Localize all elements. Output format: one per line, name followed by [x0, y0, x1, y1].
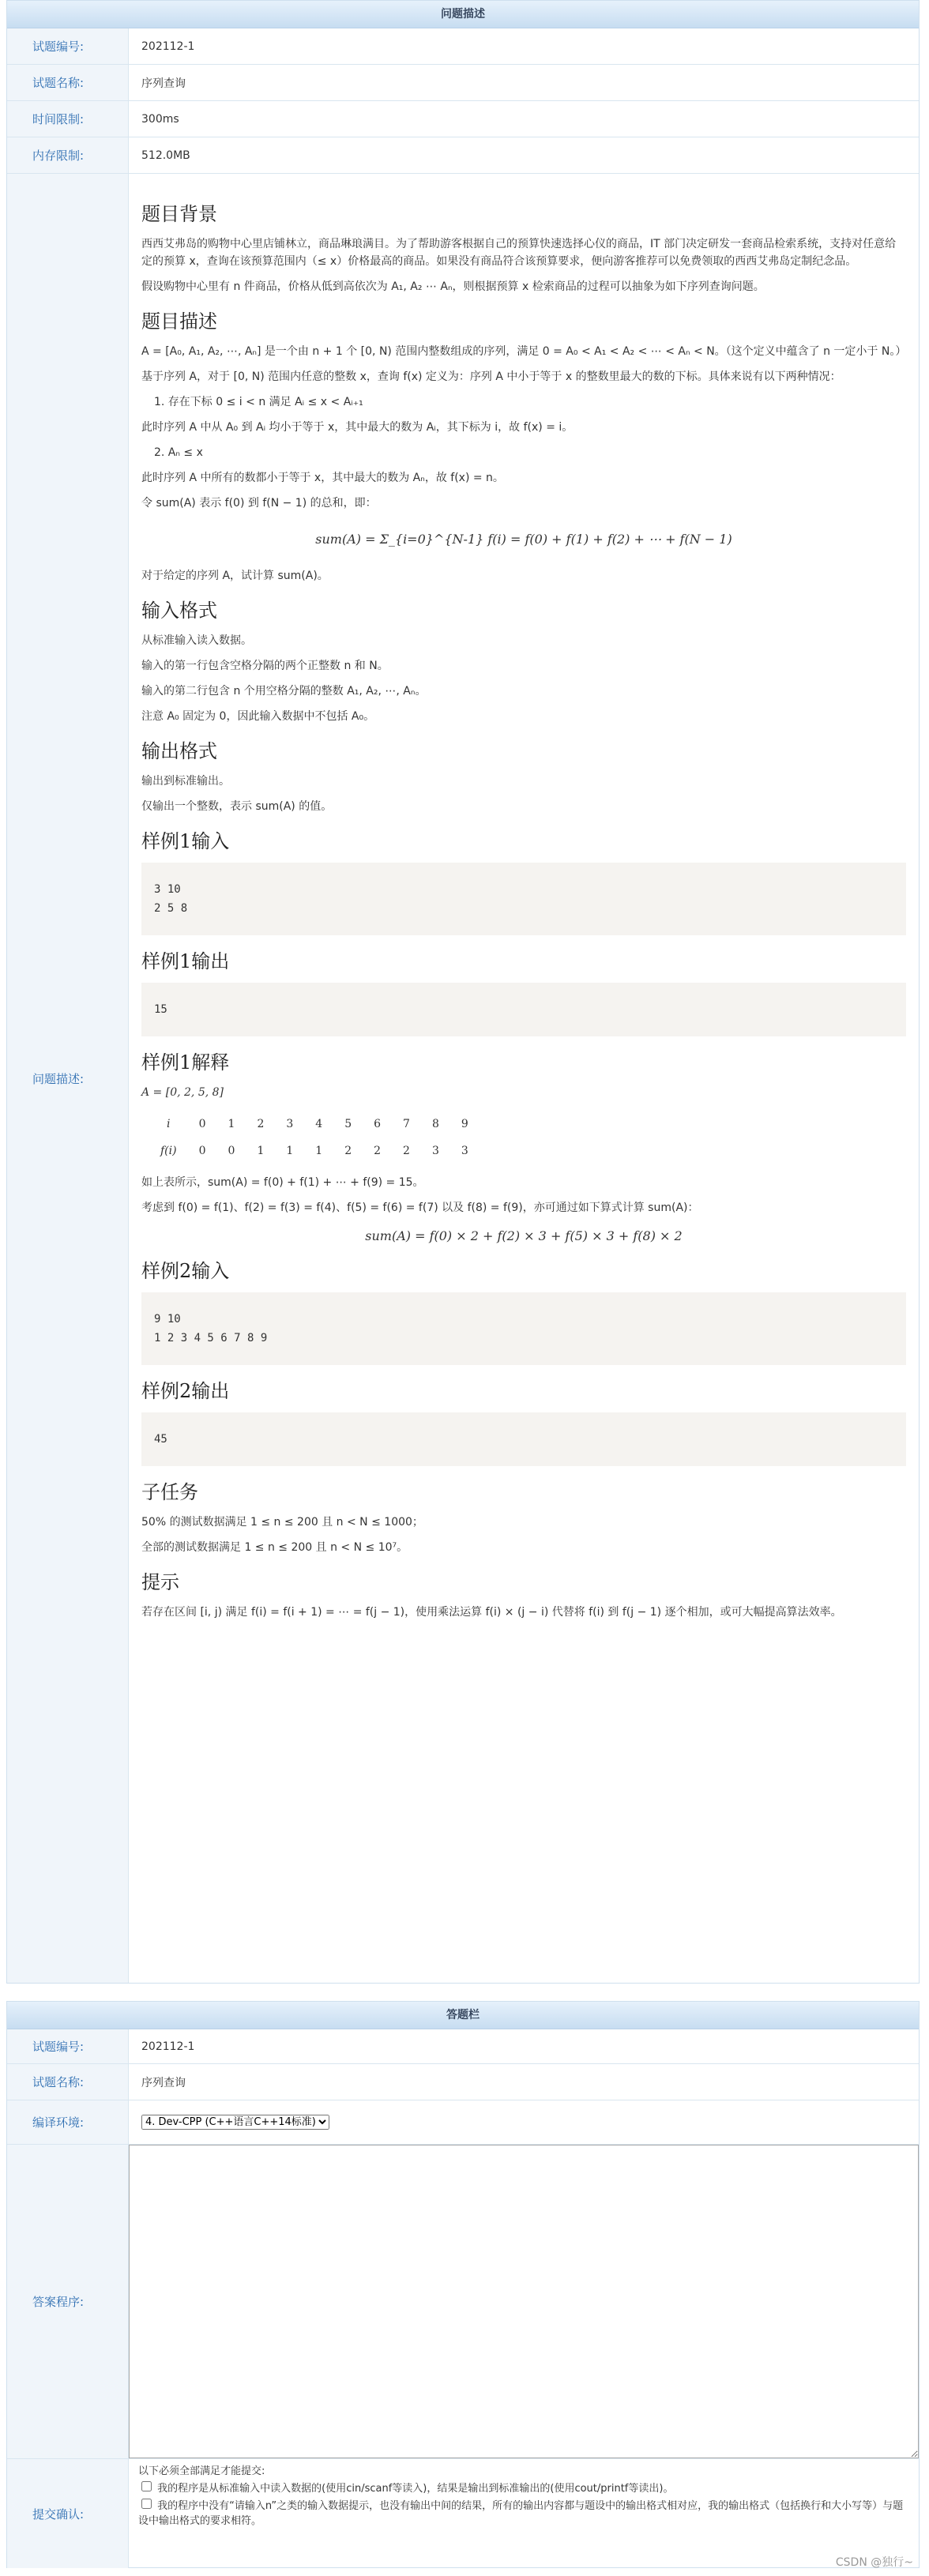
table-cell: i	[167, 1118, 171, 1130]
answer-panel	[6, 2001, 920, 2568]
table-cell: 2	[257, 1118, 265, 1130]
sum-definition: 令 sum(A) 表示 f(0) 到 f(N − 1) 的总和，即：	[141, 497, 377, 510]
subtask-paragraph: 全部的测试数据满足 1 ≤ n ≤ 200 且 n < N ≤ 10⁷。	[141, 1541, 408, 1554]
problem-panel-header: 问题描述	[7, 1, 919, 28]
confirm-row	[7, 2459, 919, 2568]
table-cell: 0	[198, 1118, 206, 1130]
table-cell: 9	[461, 1118, 468, 1130]
code-textarea[interactable]	[129, 2145, 919, 2458]
answer-name-value: 序列查询	[141, 2076, 186, 2089]
sample1-output-heading: 样例1输出	[141, 950, 230, 972]
answer-id-row	[7, 2029, 919, 2064]
problem-id-value: 202112-1	[141, 39, 195, 53]
input-paragraph: 输入的第二行包含 n 个用空格分隔的整数 A₁, A₂, ⋯, Aₙ。	[141, 685, 427, 698]
memory-limit-label: 内存限制:	[7, 137, 129, 173]
answer-id-value: 202112-1	[141, 2040, 195, 2053]
table-cell: 5	[344, 1118, 352, 1130]
sample1-sequence: A = [0, 2, 5, 8]	[141, 1086, 224, 1099]
table-cell: 0	[198, 1145, 206, 1157]
problem-description-row	[7, 174, 919, 1983]
description-paragraph: A = [A₀, A₁, A₂, ⋯, Aₙ] 是一个由 n + 1 个 [0, N) 范围内整数组成的序列，满足 0 = A₀ < A₁ < A₂ < ⋯ < Aₙ < N。（这个定义中蕴含了 n 一定小于 N。）	[141, 345, 907, 358]
confirm-checkbox[interactable]	[141, 2481, 152, 2491]
answer-id-label: 试题编号:	[7, 2029, 129, 2063]
table-cell: 0	[228, 1145, 235, 1157]
subtask-paragraph: 50% 的测试数据满足 1 ≤ n ≤ 200 且 n < N ≤ 1000；	[141, 1516, 423, 1529]
table-cell: 3	[461, 1145, 468, 1157]
sample1-paragraph: 如上表所示，sum(A) = f(0) + f(1) + ⋯ + f(9) = 15。	[141, 1176, 424, 1189]
problem-description-content	[129, 174, 919, 1983]
sample1-input-code: 3 10 2 5 8	[141, 863, 906, 935]
memory-limit-value: 512.0MB	[141, 149, 190, 162]
problem-panel	[6, 0, 920, 1984]
description-heading: 题目描述	[141, 310, 217, 333]
problem-name-row	[7, 65, 919, 101]
watermark: CSDN @独行~	[835, 2556, 913, 2569]
time-limit-label: 时间限制:	[7, 101, 129, 137]
table-cell: 1	[228, 1118, 235, 1130]
table-cell: 8	[431, 1118, 439, 1130]
case-two: 2. Aₙ ≤ x	[154, 446, 203, 459]
problem-id-row	[7, 28, 919, 65]
sum-formula: sum(A) = Σ_{i=0}^{N-1} f(i) = f(0) + f(1) + f(2) + ⋯ + f(N − 1)	[315, 532, 732, 547]
problem-description-label: 问题描述:	[7, 174, 129, 1983]
sample1-output-code: 15	[141, 983, 906, 1036]
compiler-row	[7, 2100, 919, 2145]
table-cell: 2	[344, 1145, 352, 1157]
input-paragraph: 从标准输入读入数据。	[141, 634, 252, 647]
background-paragraph: 西西艾弗岛的购物中心里店铺林立，商品琳琅满目。为了帮助游客根据自己的预算快速选择心仪的商品，IT 部门决定研发一套商品检索系统，支持对任意给定的预算 x，查询在该预算范围内（≤ x）价格最高的商品。如果没有商品符合该预算要求，便向游客推荐可以免费领取的西西艾弗岛定制纪念品。	[141, 238, 897, 268]
code-row	[7, 2145, 919, 2459]
confirm-intro: 以下必须全部满足才能提交:	[138, 2465, 265, 2477]
table-cell: 1	[315, 1145, 323, 1157]
input-paragraph: 注意 A₀ 固定为 0，因此输入数据中不包括 A₀。	[141, 710, 375, 723]
answer-panel-header: 答题栏	[7, 2002, 919, 2029]
confirm-text: 我的程序是从标准输入中读入数据的(使用cin/scanf等读入)，结果是输出到标准输出的(使用cout/printf等读出)。	[157, 2483, 674, 2495]
hint-paragraph: 若存在区间 [i, j) 满足 f(i) = f(i + 1) = ⋯ = f(j − 1)，使用乘法运算 f(i) × (j − i) 代替将 f(i) 到 f(j − 1) 逐个相加，或可大幅提高算法效率。	[141, 1606, 842, 1619]
input-format-heading: 输入格式	[141, 600, 217, 622]
memory-limit-row	[7, 137, 919, 174]
table-cell: 7	[403, 1118, 410, 1130]
answer-name-row	[7, 2064, 919, 2100]
confirm-item[interactable]	[138, 2496, 909, 2529]
background-paragraph: 假设购物中心里有 n 件商品，价格从低到高依次为 A₁, A₂ ⋯ Aₙ，则根据预算 x 检索商品的过程可以抽象为如下序列查询问题。	[141, 280, 765, 293]
table-cell: 2	[374, 1145, 382, 1157]
background-heading: 题目背景	[141, 203, 217, 225]
problem-id-label: 试题编号:	[7, 28, 129, 64]
subtask-heading: 子任务	[141, 1481, 198, 1503]
sample1-formula: sum(A) = f(0) × 2 + f(2) × 3 + f(5) × 3 + f(8) × 2	[365, 1228, 683, 1243]
problem-name-label: 试题名称:	[7, 65, 129, 100]
input-paragraph: 输入的第一行包含空格分隔的两个正整数 n 和 N。	[141, 660, 389, 672]
description-paragraph: 对于给定的序列 A，试计算 sum(A)。	[141, 570, 329, 582]
confirm-text: 我的程序中没有“请输入n”之类的输入数据提示，也没有输出中间的结果，所有的输出内容都与题设中的输出格式相对应，我的输出格式（包括换行和大小写等）与题设中输出格式的要求相符。	[138, 2500, 904, 2527]
problem-name-value: 序列查询	[141, 77, 186, 90]
case-one: 1. 存在下标 0 ≤ i < n 满足 Aᵢ ≤ x < Aᵢ₊₁	[154, 396, 363, 408]
table-cell: 1	[257, 1145, 265, 1157]
table-row-i	[149, 1111, 480, 1138]
compiler-select[interactable]	[141, 2115, 329, 2130]
table-cell: 6	[374, 1118, 382, 1130]
output-paragraph: 仅输出一个整数，表示 sum(A) 的值。	[141, 800, 333, 813]
sample2-input-code: 9 10 1 2 3 4 5 6 7 8 9	[141, 1292, 906, 1365]
time-limit-row	[7, 101, 919, 137]
table-cell: 4	[315, 1118, 323, 1130]
table-cell: 2	[403, 1145, 410, 1157]
code-area-wrapper	[129, 2145, 919, 2458]
sample1-input-heading: 样例1输入	[141, 830, 230, 852]
output-format-heading: 输出格式	[141, 740, 217, 762]
confirm-label: 提交确认:	[7, 2459, 129, 2568]
answer-name-label: 试题名称:	[7, 2064, 129, 2100]
confirm-checkbox[interactable]	[141, 2499, 152, 2509]
table-cell: f(i)	[160, 1145, 177, 1157]
case-two-text: 此时序列 A 中所有的数都小于等于 x，其中最大的数为 Aₙ，故 f(x) = n。	[141, 472, 504, 484]
sample1-paragraph: 考虑到 f(0) = f(1)、f(2) = f(3) = f(4)、f(5) = f(6) = f(7) 以及 f(8) = f(9)，亦可通过如下算式计算 sum(A)：	[141, 1202, 699, 1214]
table-cell: 3	[431, 1145, 439, 1157]
table-cell: 3	[286, 1118, 294, 1130]
table-row-f	[149, 1138, 480, 1164]
hint-heading: 提示	[141, 1571, 179, 1593]
output-paragraph: 输出到标准输出。	[141, 775, 230, 788]
sample2-output-code: 45	[141, 1412, 906, 1466]
sample2-output-heading: 样例2输出	[141, 1380, 230, 1402]
description-paragraph: 基于序列 A，对于 [0, N) 范围内任意的整数 x，查询 f(x) 定义为：序列 A 中小于等于 x 的整数里最大的数的下标。具体来说有以下两种情况：	[141, 370, 841, 383]
code-label: 答案程序:	[7, 2145, 129, 2458]
confirm-content	[129, 2459, 919, 2568]
compiler-value	[129, 2100, 919, 2144]
time-limit-value: 300ms	[141, 112, 179, 126]
table-cell: 1	[286, 1145, 294, 1157]
compiler-label: 编译环境:	[7, 2100, 129, 2144]
sample1-explanation-heading: 样例1解释	[141, 1051, 230, 1074]
sample2-input-heading: 样例2输入	[141, 1260, 230, 1282]
confirm-item[interactable]	[138, 2479, 909, 2496]
case-one-text: 此时序列 A 中从 A₀ 到 Aᵢ 均小于等于 x，其中最大的数为 Aᵢ，其下标为 i，故 f(x) = i。	[141, 421, 574, 434]
sample1-table	[149, 1111, 480, 1164]
